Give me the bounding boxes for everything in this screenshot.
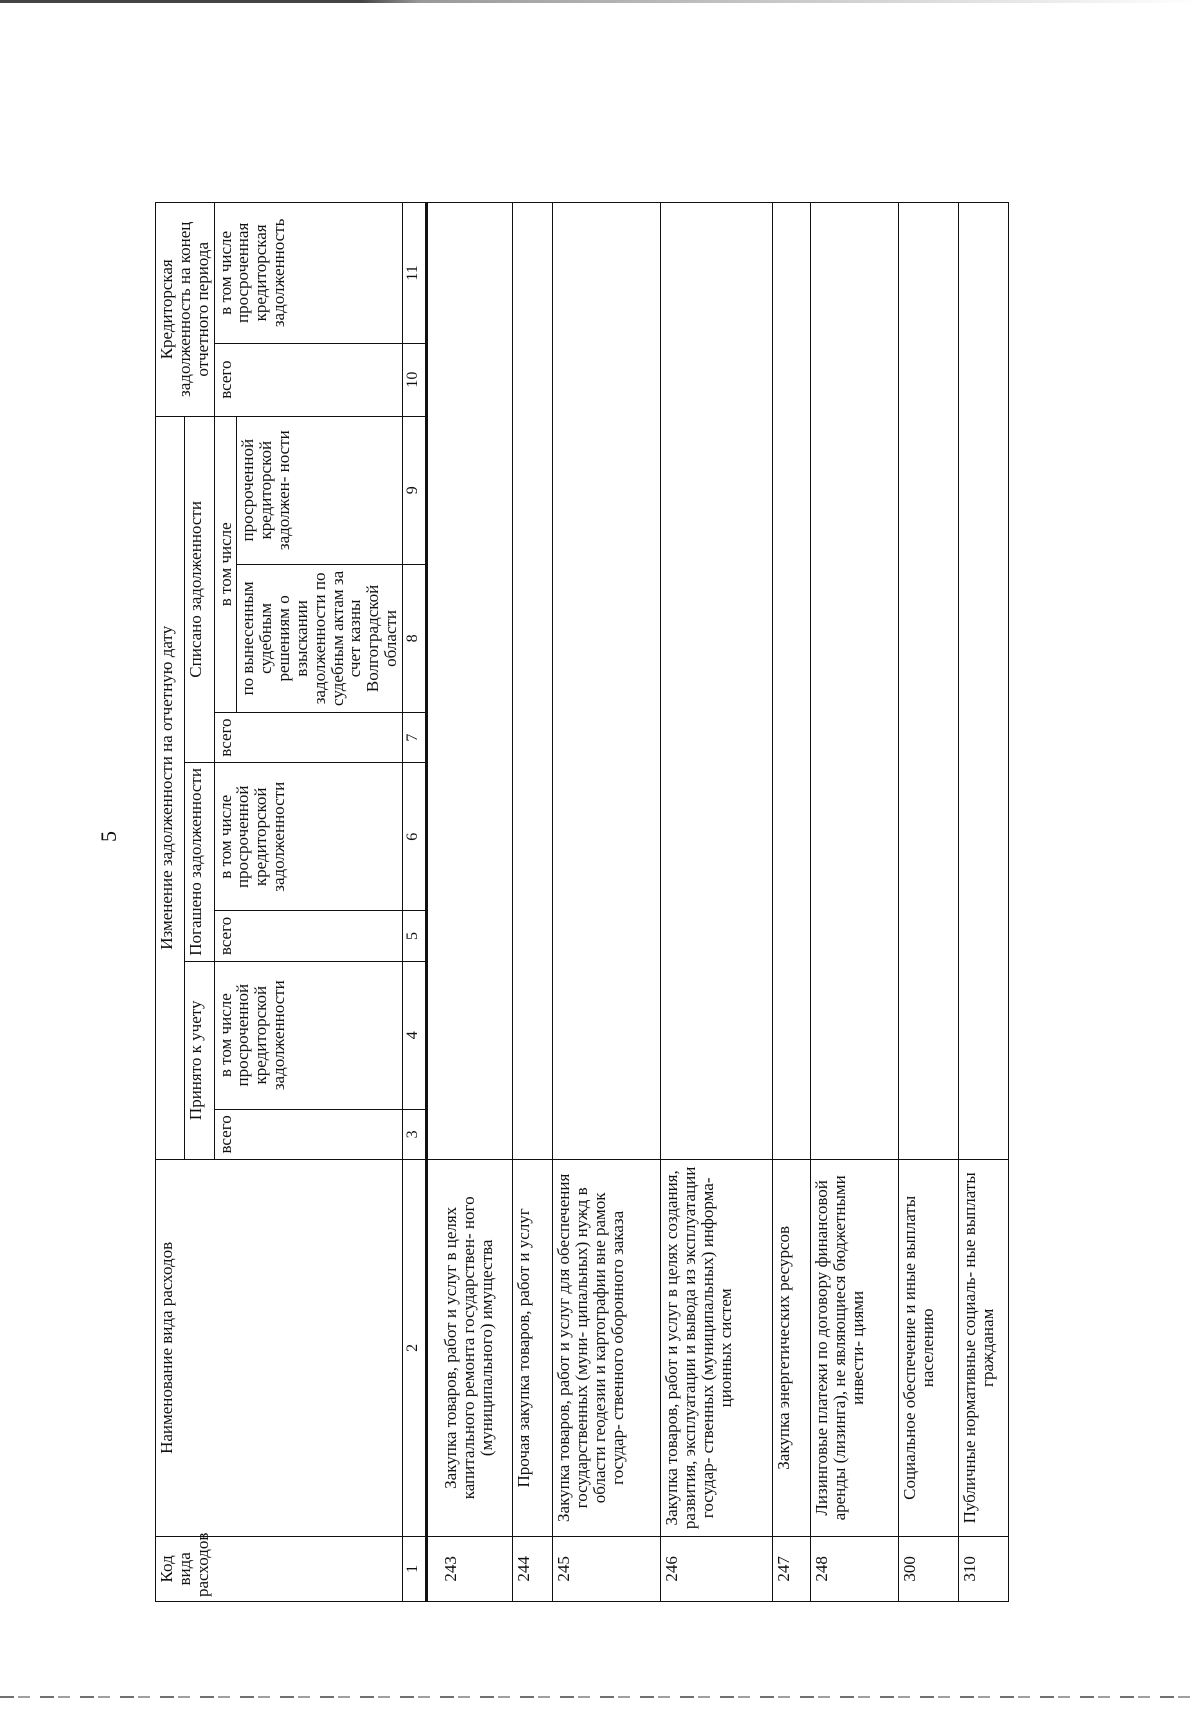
column-number: 8	[402, 564, 426, 712]
header-written-overdue: просроченной кредиторской задолжен- ности	[237, 416, 403, 564]
row-code: 310	[958, 1536, 1008, 1601]
header-written-off: Списано задолженности	[185, 416, 214, 763]
scan-edge-top	[0, 0, 1200, 3]
row-code: 243	[426, 1536, 512, 1601]
row-code: 247	[772, 1536, 810, 1601]
column-number: 7	[402, 712, 426, 762]
row-name: Закупка товаров, работ и услуг для обеспечения государственных (муни- ципальных) нужд в области геодезии и картографии вне рамок государ- ственного оборонного заказа	[552, 1159, 660, 1536]
table-row	[552, 203, 660, 1602]
column-number: 10	[402, 343, 426, 416]
column-number: 2	[402, 1159, 426, 1536]
column-number: 9	[402, 416, 426, 564]
column-number: 4	[402, 961, 426, 1109]
header-repaid-overdue: в том числе просроченной кредиторской задолженности	[214, 763, 402, 911]
header-name: Наименование вида расходов	[156, 1159, 403, 1536]
header-repaid: Погашено задолженности	[185, 763, 214, 961]
row-name: Социальное обеспечение и иные выплаты населению	[898, 1159, 958, 1536]
table-row	[810, 203, 898, 1602]
column-number: 6	[402, 763, 426, 911]
header-change: Изменение задолженности на отчетную дату	[156, 416, 185, 1159]
header-accepted-total: всего	[214, 1109, 402, 1159]
row-name: Лизинговые платежи по договору финансовой аренды (лизинга), не являющиеся бюджетными инвести- циями	[810, 1159, 898, 1536]
header-end-overdue: в том числе просроченная кредиторская задолженность	[214, 203, 402, 344]
row-name: Закупка товаров, работ и услуг в целях создания, развития, эксплуатации и вывода из эксплуатации государ- ственных (муниципальных) информа- ционных систем	[660, 1159, 772, 1536]
row-code: 244	[512, 1536, 552, 1601]
row-code: 245	[552, 1536, 660, 1601]
row-name: Публичные нормативные социаль- ные выплаты гражданам	[958, 1159, 1008, 1536]
header-accepted-overdue: в том числе просроченной кредиторской задолженности	[214, 961, 402, 1109]
header-code: Код вида расходов	[156, 1536, 403, 1601]
table-row	[898, 203, 958, 1602]
row-code: 300	[898, 1536, 958, 1601]
header-repaid-total: всего	[214, 911, 402, 961]
table-row	[772, 203, 810, 1602]
header-end-total: всего	[214, 343, 402, 416]
column-number: 5	[402, 911, 426, 961]
header-written-total: всего	[214, 712, 402, 762]
row-code: 248	[810, 1536, 898, 1601]
column-number: 1	[402, 1536, 426, 1601]
table-row	[426, 203, 512, 1602]
row-name: Прочая закупка товаров, работ и услуг	[512, 1159, 552, 1536]
column-number: 3	[402, 1109, 426, 1159]
header-accepted: Принято к учету	[185, 961, 214, 1159]
column-number: 11	[402, 203, 426, 344]
header-written-incl: в том числе	[214, 416, 237, 712]
header-written-court: по вынесенным судебным решениям о взыскании задолженности по судебным актам за счет казны Волгоградской области	[237, 564, 403, 712]
payables-table	[155, 202, 1009, 1602]
page-number: 5	[96, 831, 121, 842]
row-name: Закупка энергетических ресурсов	[772, 1159, 810, 1536]
table-row	[958, 203, 1008, 1602]
column-number-row	[402, 203, 426, 1602]
table-row	[512, 203, 552, 1602]
table-row	[660, 203, 772, 1602]
rotated-sheet	[0, 152, 1080, 1712]
row-name: Закупка товаров, работ и услуг в целях капитального ремонта государствен- ного (муниципального) имущества	[426, 1159, 512, 1536]
header-creditor-end: Кредиторская задолженность на конец отчетного периода	[156, 203, 215, 417]
row-code: 246	[660, 1536, 772, 1601]
